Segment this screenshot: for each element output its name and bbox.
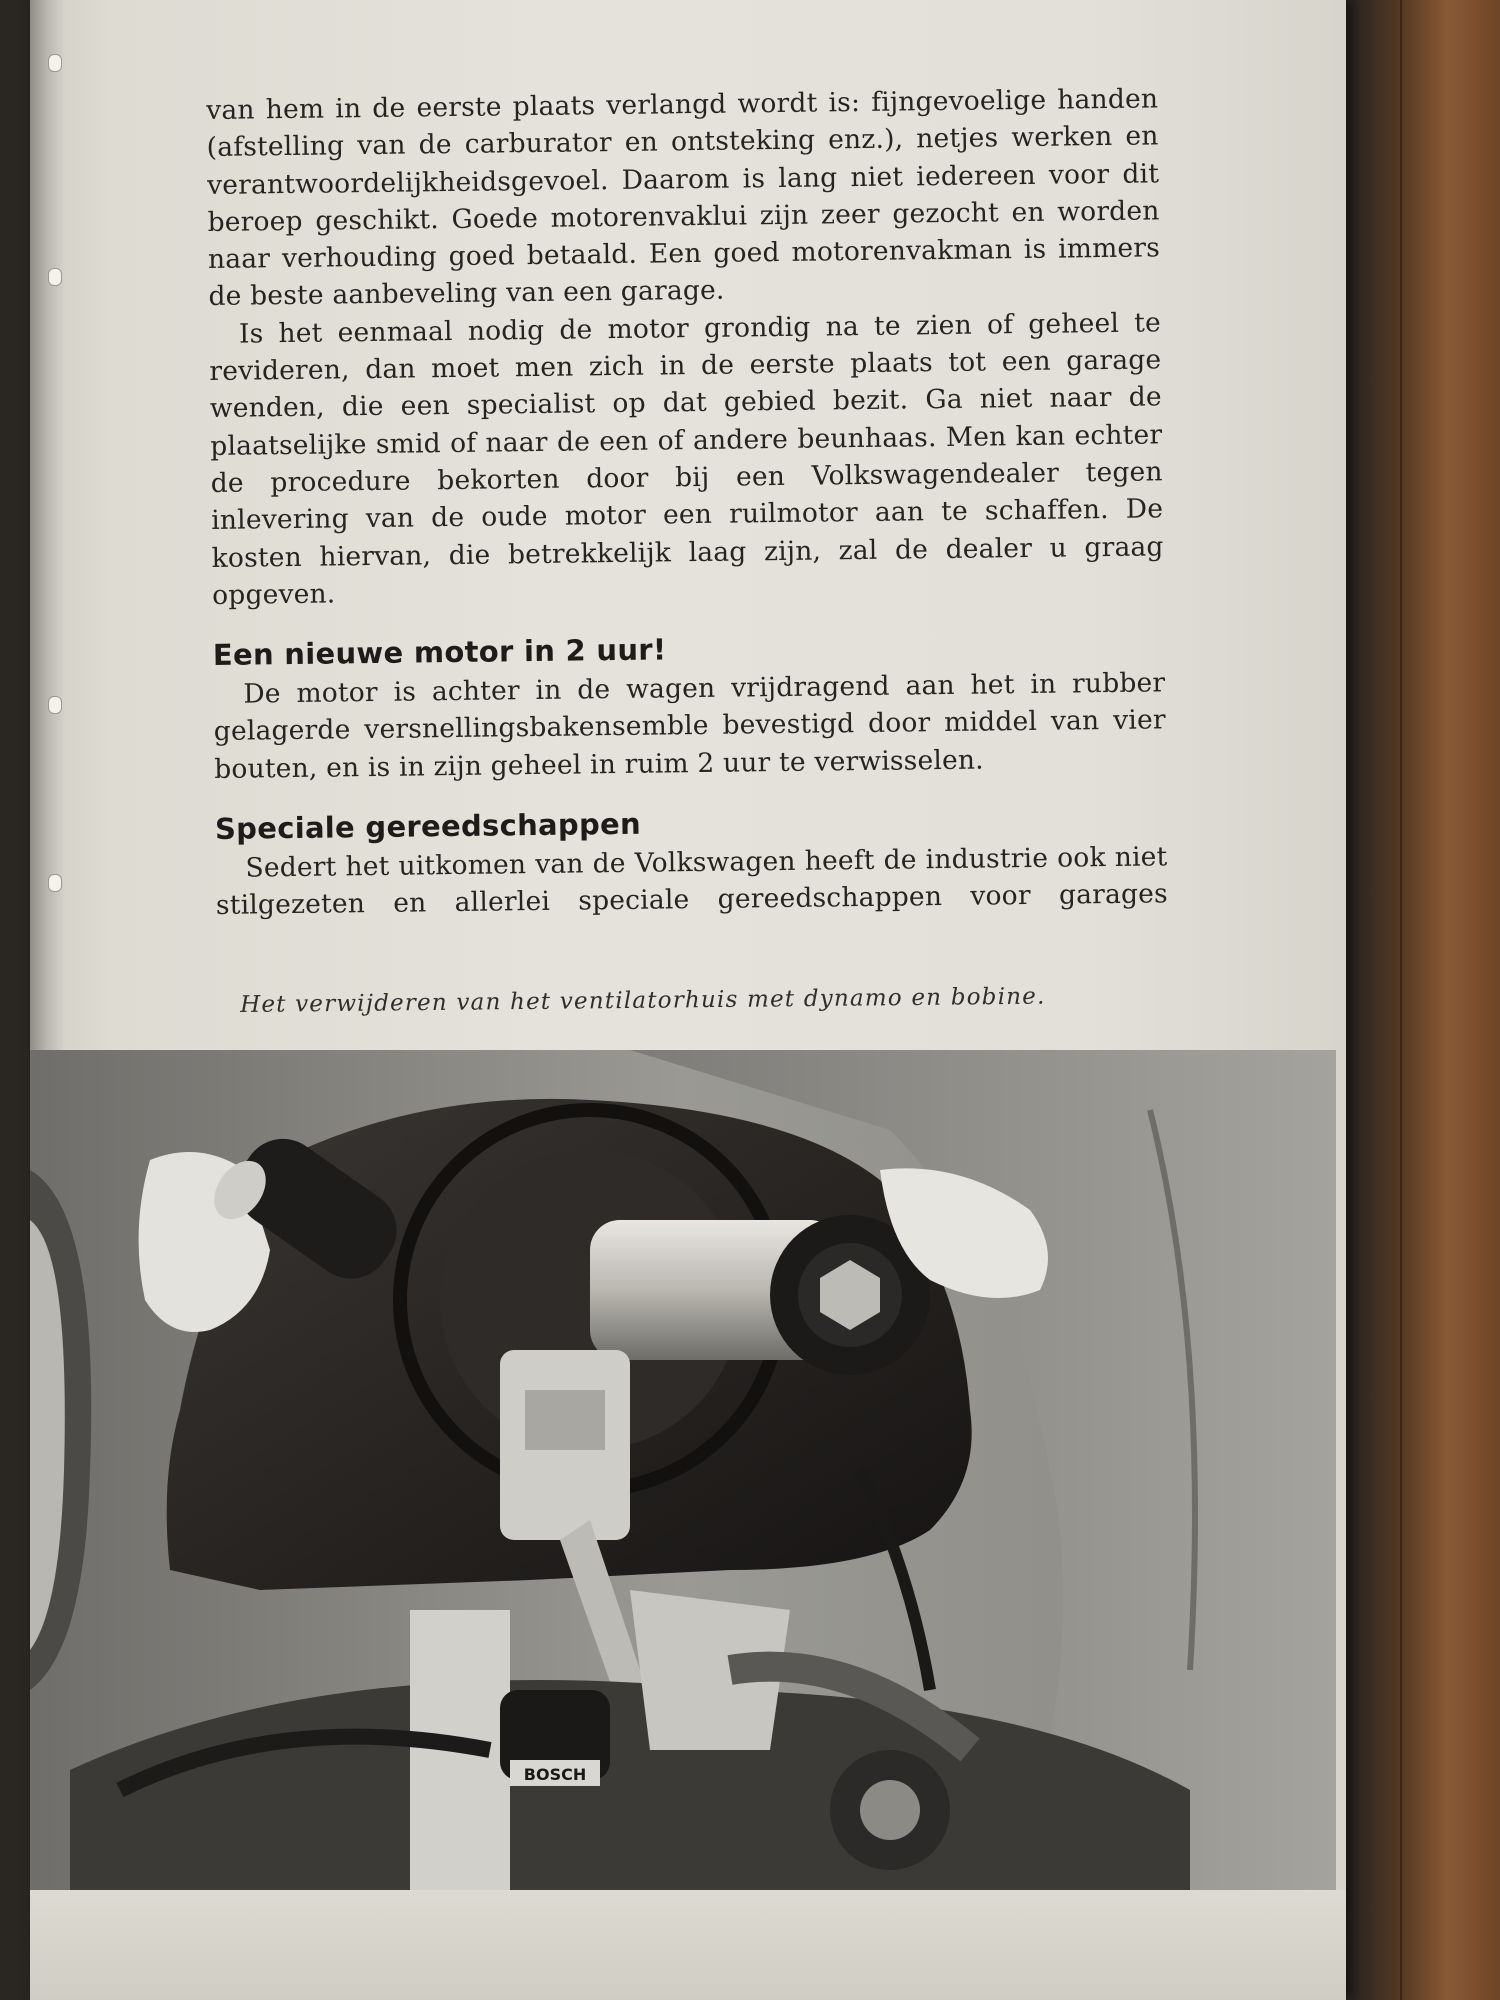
section-heading-special-tools: Speciale gereedschappen xyxy=(214,806,642,846)
paragraph-2: Is het eenmaal nodig de motor grondig na te zien of geheel te revideren, dan moet men zich in de eerste plaats tot een garage wenden, die een specialist op dat gebied bezit. Ga niet naar de plaatselijke smid of naar de een of andere beunhaas. Men kan echter de procedure bekorten door bij een Volkswagendealer tegen inlevering van de oude motor een ruilmotor aan te schaffen. De kosten hiervan, die betrekkelijk laag zijn, zal de dealer u graag opgeven. xyxy=(209,307,1164,611)
binding-stitch xyxy=(48,696,62,714)
section-text-special-tools: Sedert het uitkomen van de Volkswagen heeft de industrie ook niet stilgezeten en allerlei speciale gereedschappen voor garages xyxy=(215,841,1169,922)
photo-caption: Het verwijderen van het ventilatorhuis met dynamo en bobine. xyxy=(240,983,1046,1018)
engine-photo xyxy=(30,1050,1336,1890)
bosch-label: BOSCH xyxy=(523,1765,587,1784)
binding-stitch xyxy=(48,268,62,286)
section-heading-new-engine: Een nieuwe motor in 2 uur! xyxy=(212,632,667,673)
paragraph-1: van hem in de eerste plaats verlangd wordt is: fijngevoelige handen (afstelling van de carburator en ontsteking enz.), netjes werken en verantwoordelijkheidsgevoel. Daarom is lang niet iedereen voor dit beroep geschikt. Goede motorenvaklui zijn zeer gezocht en worden naar verhouding goed betaald. Een goed motorenvakman is immers de beste aanbeveling van een garage. xyxy=(206,83,1161,313)
binding-stitch xyxy=(48,54,62,72)
body-text xyxy=(206,80,1168,924)
page-bottom-margin xyxy=(30,1890,1346,2000)
section-text-new-engine: De motor is achter in de wagen vrijdragend aan het in rubber gelagerde versnellingsbakensemble bevestigd door middel van vier bouten, en is in zijn geheel in ruim 2 uur te verwisselen. xyxy=(213,667,1166,785)
book-page xyxy=(30,0,1346,2000)
binding-stitch xyxy=(48,874,62,892)
